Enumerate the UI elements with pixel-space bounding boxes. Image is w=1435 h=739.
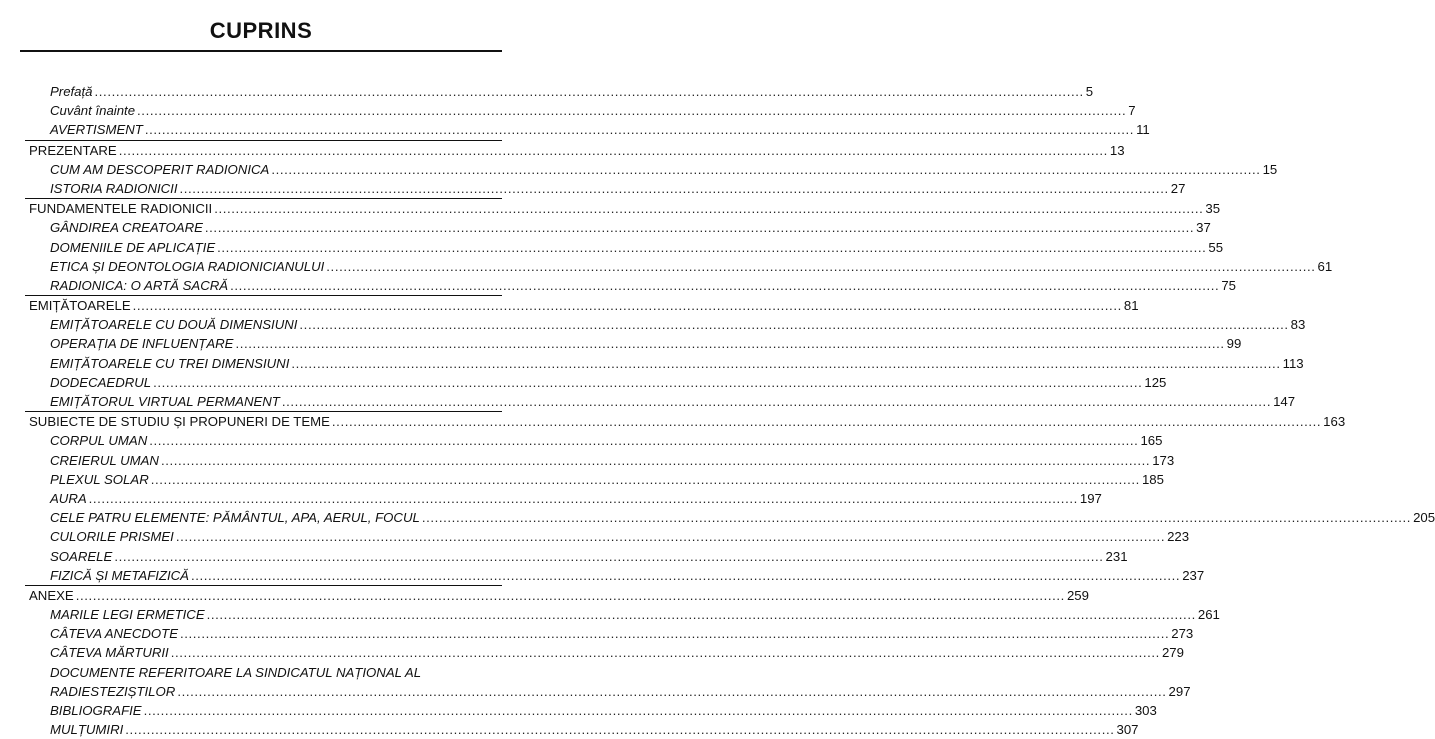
toc-subentry[interactable] <box>29 547 1128 566</box>
toc-entry-title: EMIȚĂTOARELE <box>29 298 131 314</box>
toc-page-number: 35 <box>1205 201 1221 217</box>
dot-leader <box>145 120 1134 139</box>
dot-leader <box>176 527 1165 546</box>
toc-entry-title: DOCUMENTE REFERITOARE LA SINDICATUL NAȚIONAL AL <box>50 664 422 680</box>
toc-section[interactable] <box>29 199 1221 218</box>
toc-subentry[interactable] <box>29 489 1102 508</box>
toc-page-number: 61 <box>1317 258 1333 274</box>
toc-entry-title: DOMENIILE DE APLICAȚIE <box>50 239 216 255</box>
dot-leader <box>217 238 1206 257</box>
toc-subentry[interactable] <box>29 238 1224 257</box>
title-underline <box>20 50 502 52</box>
toc-section[interactable] <box>29 412 1346 431</box>
toc-entry-title: EMIȚĂTOARELE CU DOUĂ DIMENSIUNI <box>50 317 298 333</box>
toc-subentry[interactable] <box>29 354 1304 373</box>
page-title: CUPRINS <box>209 18 313 43</box>
dot-leader <box>422 508 1411 527</box>
toc-subentry[interactable] <box>29 643 1184 662</box>
toc-entry-title: ETICA ȘI DEONTOLOGIA RADIONICIANULUI <box>50 258 325 274</box>
dot-leader <box>214 199 1203 218</box>
toc-page-number: 15 <box>1262 161 1278 177</box>
toc-entry-title: FIZICĂ ȘI METAFIZICĂ <box>50 567 189 583</box>
toc-subentry[interactable] <box>29 663 498 682</box>
toc-page-number: 173 <box>1152 452 1175 468</box>
toc-page-number: 273 <box>1171 626 1194 642</box>
toc-entry-title: CÂTEVA MĂRTURII <box>50 645 169 661</box>
toc-page-number: 55 <box>1208 239 1224 255</box>
dot-leader <box>153 373 1142 392</box>
dot-leader <box>144 701 1133 720</box>
toc-entry-title: CÂTEVA ANECDOTE <box>50 626 178 642</box>
toc-subentry[interactable] <box>29 315 1306 334</box>
dot-leader <box>207 605 1196 624</box>
toc-page-number: 125 <box>1144 374 1167 390</box>
toc-entry-title: ISTORIA RADIONICII <box>50 180 178 196</box>
toc-subentry[interactable] <box>29 218 1211 237</box>
toc-subentry[interactable] <box>29 451 1175 470</box>
dot-leader <box>291 354 1280 373</box>
toc-entry-title: GÂNDIREA CREATOARE <box>50 220 203 236</box>
toc-page-number: 237 <box>1182 567 1205 583</box>
toc-entry-title: DODECAEDRUL <box>50 374 152 390</box>
dot-leader <box>137 101 1126 120</box>
toc-subentry[interactable] <box>29 624 1194 643</box>
toc-entry-title: EMIȚĂTORUL VIRTUAL PERMANENT <box>50 394 280 409</box>
toc-subentry[interactable] <box>29 160 1278 179</box>
toc-page-number: 99 <box>1226 336 1242 352</box>
toc-subentry[interactable] <box>29 120 1150 139</box>
dot-leader <box>133 296 1122 315</box>
dot-leader <box>177 682 1166 701</box>
toc-page-number: 259 <box>1066 587 1089 603</box>
toc-page-number: 279 <box>1161 645 1184 661</box>
toc-page-number: 231 <box>1105 548 1128 564</box>
toc-page-number: 5 <box>1085 84 1094 99</box>
toc-page-number: 13 <box>1109 142 1125 158</box>
toc-section[interactable] <box>29 141 1125 160</box>
toc-page-number: 81 <box>1123 298 1139 314</box>
dot-leader <box>95 82 1084 101</box>
toc-subentry[interactable] <box>29 605 1220 624</box>
toc-page-number: 197 <box>1079 490 1102 506</box>
toc-entry-title: FUNDAMENTELE RADIONICII <box>29 201 213 217</box>
toc-page-number: 223 <box>1167 529 1190 545</box>
toc-page-number: 11 <box>1136 122 1150 138</box>
toc-page-number: 113 <box>1282 355 1304 371</box>
toc-page-number: 7 <box>1128 103 1136 119</box>
dot-leader <box>119 141 1108 160</box>
toc-subentry[interactable] <box>29 682 1191 701</box>
dot-leader <box>205 218 1194 237</box>
toc-entry-title: Prefață <box>50 84 93 99</box>
toc-subentry[interactable] <box>29 720 1139 739</box>
toc-page-number: 147 <box>1273 394 1296 409</box>
dot-leader <box>171 643 1160 662</box>
dot-leader <box>180 179 1169 198</box>
dot-leader <box>180 624 1169 643</box>
dot-leader <box>230 276 1219 295</box>
dot-leader <box>299 315 1288 334</box>
toc-page-number: 297 <box>1168 683 1191 699</box>
toc-entry-title: MARILE LEGI ERMETICE <box>50 607 205 623</box>
toc-page-number: 303 <box>1134 703 1157 718</box>
toc-subentry[interactable] <box>29 566 1205 585</box>
toc-entry-title: SOARELE <box>50 548 113 564</box>
toc-page-number: 75 <box>1221 277 1236 293</box>
toc-entry-title: PREZENTARE <box>29 142 117 158</box>
dot-leader <box>149 431 1138 450</box>
dot-leader <box>282 392 1271 411</box>
dot-leader <box>332 412 1321 431</box>
toc-page-number: 307 <box>1116 722 1139 738</box>
toc-subentry[interactable] <box>29 101 1136 120</box>
toc-entry-title: PLEXUL SOLAR <box>50 471 149 487</box>
toc-entry-title: SUBIECTE DE STUDIU ȘI PROPUNERI DE TEME <box>29 414 330 430</box>
dot-leader <box>235 334 1224 353</box>
dot-leader <box>89 489 1078 508</box>
toc-subentry[interactable] <box>29 527 1190 546</box>
toc-subentry[interactable] <box>29 392 1296 411</box>
dot-leader <box>151 470 1140 489</box>
dot-leader <box>161 451 1150 470</box>
toc-entry-title: Cuvânt înainte <box>50 103 136 119</box>
toc-entry-title: CELE PATRU ELEMENTE: PĂMÂNTUL, APA, AERUL, FOCUL <box>50 510 420 526</box>
toc-page-number: 205 <box>1413 510 1435 526</box>
toc-entry-title: AVERTISMENT <box>50 122 143 138</box>
toc-subentry[interactable] <box>29 470 1164 489</box>
toc-page-number: 165 <box>1140 433 1163 449</box>
dot-leader <box>271 160 1260 179</box>
toc-entry-title: CREIERUL UMAN <box>50 452 159 468</box>
toc-entry-title: CUM AM DESCOPERIT RADIONICA <box>50 161 270 177</box>
toc-subentry[interactable] <box>29 334 1242 353</box>
toc-section[interactable] <box>29 296 1139 315</box>
table-of-contents <box>29 82 1435 739</box>
toc-entry-title: MULȚUMIRI <box>50 722 124 738</box>
toc-subentry[interactable] <box>29 373 1167 392</box>
toc-subentry[interactable] <box>29 82 1094 101</box>
toc-entry-title: EMIȚĂTOARELE CU TREI DIMENSIUNI <box>50 355 290 371</box>
toc-page-number: 83 <box>1290 317 1306 333</box>
toc-subentry[interactable] <box>29 508 1435 527</box>
toc-entry-title: CORPUL UMAN <box>50 433 148 449</box>
toc-entry-title: OPERAȚIA DE INFLUENȚARE <box>50 336 234 352</box>
dot-leader <box>125 720 1114 739</box>
toc-page-number: 27 <box>1170 180 1186 196</box>
toc-entry-title: CULORILE PRISMEI <box>50 529 174 545</box>
toc-section[interactable] <box>29 586 1089 605</box>
toc-entry-title: BIBLIOGRAFIE <box>50 703 142 718</box>
toc-subentry[interactable] <box>29 431 1163 450</box>
toc-page-number: 37 <box>1196 220 1211 236</box>
toc-subentry[interactable] <box>29 276 1236 295</box>
toc-subentry[interactable] <box>29 701 1157 720</box>
toc-subentry[interactable] <box>29 179 1186 198</box>
toc-page-number: 261 <box>1197 607 1220 623</box>
toc-entry-title: ANEXE <box>29 587 74 603</box>
dot-leader <box>191 566 1180 585</box>
dot-leader <box>114 547 1103 566</box>
toc-page-number: 185 <box>1141 471 1164 487</box>
dot-leader <box>76 586 1065 605</box>
dot-leader <box>326 257 1315 276</box>
toc-entry-title: RADIESTEZIȘTILOR <box>50 683 176 699</box>
toc-entry-title: RADIONICA: O ARTĂ SACRĂ <box>50 277 229 293</box>
toc-entry-title: AURA <box>50 490 87 506</box>
toc-page-number: 163 <box>1323 414 1346 430</box>
toc-subentry[interactable] <box>29 257 1333 276</box>
